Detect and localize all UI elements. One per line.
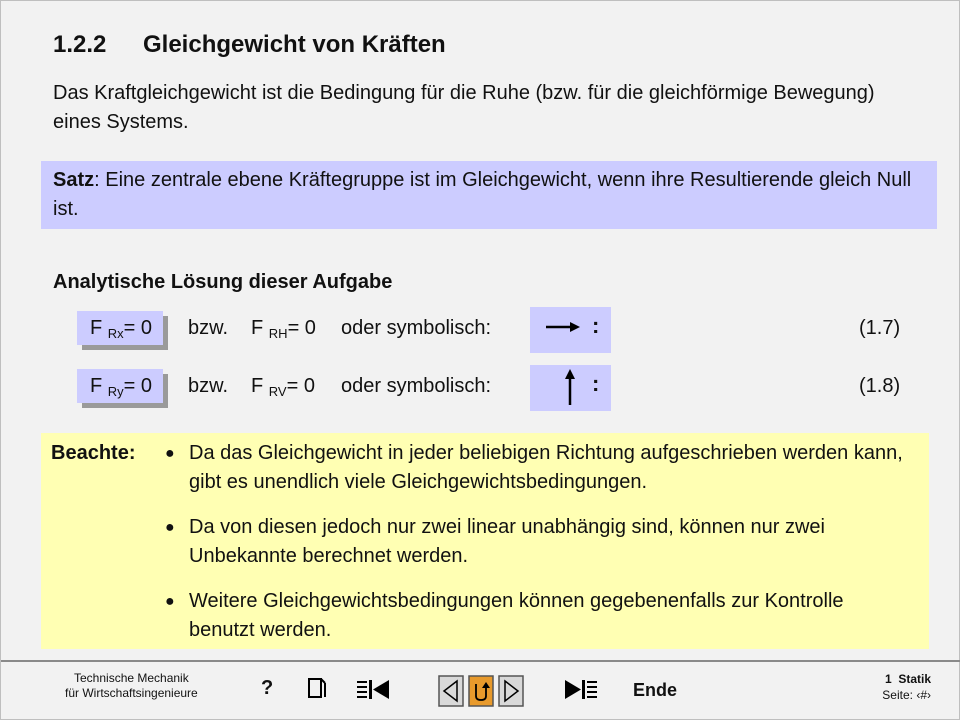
footer-divider xyxy=(1,660,960,662)
note-label: Beachte: xyxy=(51,442,136,464)
note-box: Beachte: ● Da das Gleichgewicht in jeder beliebigen Richtung aufgeschrieben werden kann, gibt es unendlich viele Gleichgewichtsbedingungen. ● Da von diesen jedoch nur zwei linear unabhängig sind, können nur zwei Unbekannte berechnet werden. ● Weitere Gleichgewichtsbedingungen können gegebenenfalls zur Kontrolle benutzt werden. xyxy=(41,433,929,649)
bullet-icon: ● xyxy=(165,519,175,536)
intro-paragraph: Das Kraftgleichgewicht ist die Bedingung für die Ruhe (bzw. für die gleichförmige Bewegung) eines Systems. xyxy=(53,82,875,133)
equation-row xyxy=(1,307,960,355)
bzw-text: bzw. xyxy=(188,375,229,397)
end-button[interactable]: Ende xyxy=(633,680,678,700)
bullet-icon: ● xyxy=(165,445,175,462)
section-number: 1.2.2 xyxy=(53,31,107,58)
notes-icon[interactable] xyxy=(303,677,329,701)
symbol-box xyxy=(530,365,611,411)
symbol-box xyxy=(530,307,611,353)
first-page-icon[interactable] xyxy=(353,677,397,701)
equation-box: F $_{Ry}$= 0 xyxy=(77,369,163,403)
colon-text: : xyxy=(592,371,600,396)
bzw-text: bzw. xyxy=(188,317,229,339)
colon-text: : xyxy=(592,313,600,338)
theorem-box xyxy=(41,161,937,229)
equation-box: F $_{Rx}$= 0 xyxy=(77,311,163,345)
theorem-text: : Eine zentrale ebene Kräftegruppe ist im Gleichgewicht, wenn ihre Resultierende gleich Null ist. xyxy=(53,169,912,220)
course-title: Technische Mechanik für Wirtschaftsingenieure xyxy=(65,671,198,700)
help-button[interactable]: ? xyxy=(261,677,274,699)
symbolic-label: oder symbolisch: xyxy=(341,317,492,339)
page-info xyxy=(882,671,931,703)
equation-row xyxy=(1,365,960,413)
previous-page-icon[interactable] xyxy=(438,675,464,707)
symbolic-label: oder symbolisch: xyxy=(341,375,492,397)
page-label: Seite: xyxy=(882,688,913,702)
last-page-icon[interactable] xyxy=(563,677,607,701)
section-title xyxy=(53,31,446,59)
section-title-text: Gleichgewicht von Kräften xyxy=(143,31,446,58)
theorem-label: Satz xyxy=(53,169,95,191)
next-page-icon[interactable] xyxy=(498,675,524,707)
chapter-number: 1 xyxy=(884,672,892,686)
bullet-icon: ● xyxy=(165,593,175,610)
return-icon[interactable] xyxy=(468,675,494,707)
chapter-title: Statik xyxy=(898,672,931,686)
alt-equation: F $_{RH}$= 0 xyxy=(251,317,316,341)
page-number: ‹#› xyxy=(916,688,931,702)
subheading: Analytische Lösung dieser Aufgabe xyxy=(53,271,393,293)
equation-number: (1.7) xyxy=(859,317,901,339)
alt-equation: F $_{RV}$= 0 xyxy=(251,375,315,399)
equation-number: (1.8) xyxy=(859,375,901,397)
